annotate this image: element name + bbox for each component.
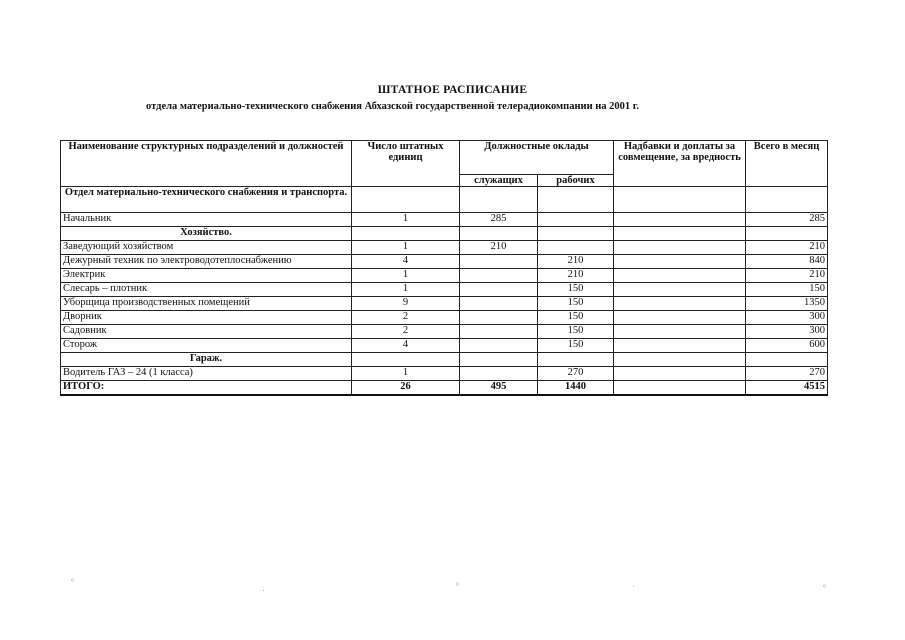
cell-units: 2 [352, 311, 460, 325]
cell-name: ИТОГО: [61, 381, 352, 395]
cell-employees [460, 269, 538, 283]
cell-allowances [614, 325, 746, 339]
cell-name: Заведующий хозяйством [61, 241, 352, 255]
header-units: Число штатных единиц [352, 141, 460, 187]
cell-units: 1 [352, 241, 460, 255]
table-row [61, 311, 828, 325]
cell-name: Дежурный техник по электроводотеплоснабжению [61, 255, 352, 269]
cell-allowances [614, 353, 746, 367]
table-body [61, 187, 828, 395]
cell-workers: 150 [538, 297, 614, 311]
header-allowances: Надбавки и доплаты за совмещение, за вредность [614, 141, 746, 187]
cell-workers [538, 187, 614, 213]
cell-allowances [614, 269, 746, 283]
cell-allowances [614, 297, 746, 311]
cell-workers [538, 227, 614, 241]
cell-total: 150 [746, 283, 828, 297]
cell-employees [460, 283, 538, 297]
cell-total: 600 [746, 339, 828, 353]
cell-workers: 150 [538, 311, 614, 325]
cell-allowances [614, 241, 746, 255]
cell-name: Гараж. [61, 353, 352, 367]
cell-allowances [614, 255, 746, 269]
cell-employees [460, 311, 538, 325]
header-total: Всего в месяц [746, 141, 828, 187]
section-row [61, 187, 828, 213]
cell-name: Дворник [61, 311, 352, 325]
cell-workers [538, 353, 614, 367]
cell-name: Садовник [61, 325, 352, 339]
cell-allowances [614, 187, 746, 213]
table-row [61, 213, 828, 227]
cell-units: 1 [352, 269, 460, 283]
cell-units: 9 [352, 297, 460, 311]
cell-units: 1 [352, 213, 460, 227]
header-employees: служащих [460, 175, 538, 187]
cell-name: Начальник [61, 213, 352, 227]
scan-mark: ° [822, 584, 827, 595]
cell-total [746, 353, 828, 367]
cell-workers: 270 [538, 367, 614, 381]
total-row [61, 381, 828, 395]
cell-name: Электрик [61, 269, 352, 283]
cell-units: 4 [352, 339, 460, 353]
cell-total: 840 [746, 255, 828, 269]
cell-name: Слесарь – плотник [61, 283, 352, 297]
cell-allowances [614, 381, 746, 395]
staff-table [60, 140, 828, 396]
cell-workers: 150 [538, 339, 614, 353]
scan-mark: ° [455, 582, 460, 593]
cell-units: 4 [352, 255, 460, 269]
cell-units: 2 [352, 325, 460, 339]
cell-name: Отдел материально-технического снабжения и транспорта. [61, 187, 352, 213]
cell-allowances [614, 311, 746, 325]
cell-total: 4515 [746, 381, 828, 395]
cell-allowances [614, 367, 746, 381]
cell-units [352, 227, 460, 241]
header-salaries: Должностные оклады [460, 141, 614, 175]
cell-employees: 495 [460, 381, 538, 395]
cell-workers [538, 213, 614, 227]
cell-units: 26 [352, 381, 460, 395]
cell-workers: 210 [538, 255, 614, 269]
cell-total: 285 [746, 213, 828, 227]
cell-units: 1 [352, 283, 460, 297]
table-row [61, 297, 828, 311]
scan-mark: · [632, 582, 636, 593]
table-row [61, 325, 828, 339]
cell-allowances [614, 227, 746, 241]
cell-name: Водитель ГАЗ – 24 (1 класса) [61, 367, 352, 381]
cell-allowances [614, 213, 746, 227]
section-row [61, 227, 828, 241]
cell-name: Уборщица производственных помещений [61, 297, 352, 311]
table-row [61, 269, 828, 283]
scan-mark: · [262, 586, 266, 597]
cell-employees [460, 325, 538, 339]
cell-employees [460, 339, 538, 353]
cell-total [746, 187, 828, 213]
table-row [61, 367, 828, 381]
document-title: ШТАТНОЕ РАСПИСАНИЕ [377, 84, 528, 96]
cell-employees [460, 187, 538, 213]
cell-workers [538, 241, 614, 255]
header-workers: рабочих [538, 175, 614, 187]
scan-mark: ° [70, 578, 75, 589]
cell-allowances [614, 339, 746, 353]
cell-allowances [614, 283, 746, 297]
cell-workers: 1440 [538, 381, 614, 395]
header-name: Наименование структурных подразделений и должностей [61, 141, 352, 187]
cell-employees: 285 [460, 213, 538, 227]
cell-total [746, 227, 828, 241]
table-row [61, 339, 828, 353]
cell-total: 300 [746, 325, 828, 339]
cell-workers: 210 [538, 269, 614, 283]
cell-employees: 210 [460, 241, 538, 255]
table-row [61, 241, 828, 255]
cell-total: 270 [746, 367, 828, 381]
cell-total: 210 [746, 241, 828, 255]
cell-total: 210 [746, 269, 828, 283]
cell-employees [460, 367, 538, 381]
table-row [61, 255, 828, 269]
cell-units [352, 187, 460, 213]
cell-name: Сторож [61, 339, 352, 353]
table-row [61, 283, 828, 297]
cell-total: 300 [746, 311, 828, 325]
cell-units: 1 [352, 367, 460, 381]
cell-total: 1350 [746, 297, 828, 311]
cell-employees [460, 353, 538, 367]
cell-employees [460, 255, 538, 269]
document-subtitle: отдела материально-технического снабжения Абхазской государственной телерадиокомпании на 2001 г. [146, 101, 640, 112]
section-row [61, 353, 828, 367]
cell-workers: 150 [538, 325, 614, 339]
cell-units [352, 353, 460, 367]
cell-name: Хозяйство. [61, 227, 352, 241]
cell-employees [460, 227, 538, 241]
cell-employees [460, 297, 538, 311]
cell-workers: 150 [538, 283, 614, 297]
